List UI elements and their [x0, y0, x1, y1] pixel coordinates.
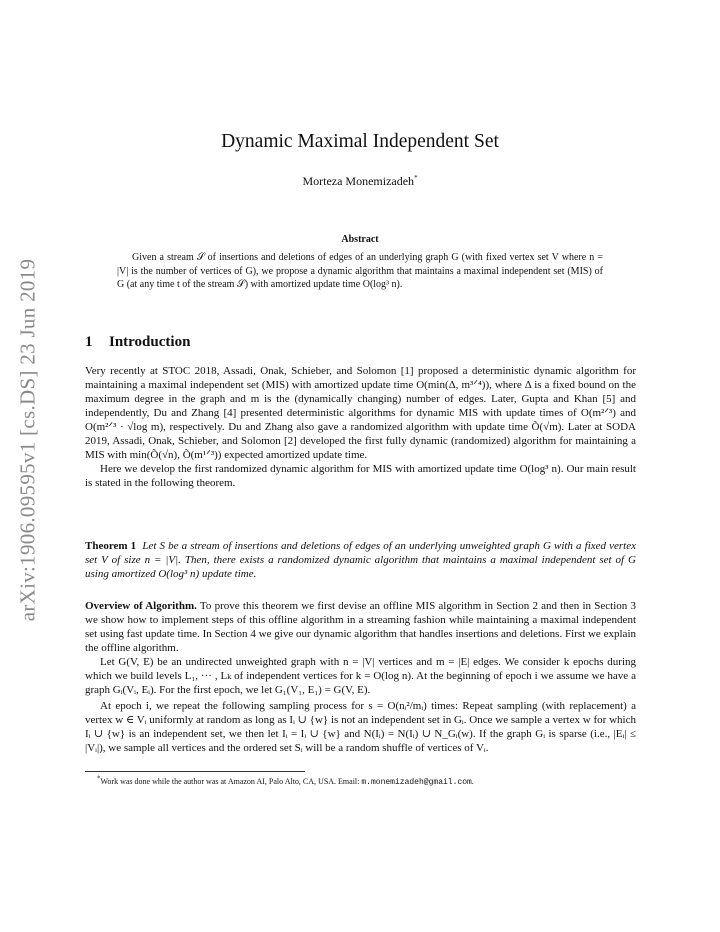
arxiv-watermark — [8, 230, 48, 650]
footnote-end: . — [471, 777, 474, 786]
offline-paragraph-2: At epoch i, we repeat the following sampling process for s = O(nᵢ²/mᵢ) times: Repeat sampling (with replacement) a vertex w ∈ Vᵢ uniformly at random as long as Iᵢ ∪ {w} is not an independent set in Gᵢ. Once we sample a vertex w for which Iᵢ ∪ {w} is an independent set, we then let Iᵢ = Iᵢ ∪ {w} and N(Iᵢ) = N(Iᵢ) ∪ N_Gᵢ(w). If the graph Gᵢ is sparse (i.e., |Eᵢ| ≤ |Vᵢ|), we sample all vertices and the ordered set Sᵢ will be a random shuffle of vertices of Vᵢ. — [85, 700, 636, 754]
author-footnote-mark: * — [414, 174, 418, 182]
author-line — [0, 174, 720, 189]
overview-text: To prove this theorem we first devise an offline MIS algorithm in Section 2 and then in Section 3 we show how to implement steps of this offline algorithm in a streaming fashion while maintaining a maximal independent set using fast update time. In Section 4 we give our dynamic algorithm that handles insertions and deletions. First we explain the offline algorithm. — [85, 600, 636, 654]
theorem-text: Let S be a stream of insertions and deletions of edges of an underlying unweighted graph G with a fixed vertex set V of size n = |V|. Then, there exists a randomized dynamic algorithm that maintains a maximal independent set of G using amortized O(log³ n) update time. — [85, 540, 636, 580]
abstract-text: Given a stream 𝒮 of insertions and deletions of edges of an underlying graph G (with fixed vertex set V where n = |V| is the number of vertices of G), we propose a dynamic algorithm that maintains a maximal independent set (MIS) of G (at any time t of the stream 𝒮) with amortized update time O(log³ n). — [117, 252, 603, 290]
offline-paragraph-1: Let G(V, E) be an undirected unweighted graph with n = |V| vertices and m = |E| edges. We consider k epochs during which we build levels L₁, ··· , Lₖ of independent vertices for k = O(log n). At the beginning of epoch i we assume we have a graph Gᵢ(Vᵢ, Eᵢ). For the first epoch, we let G₁(V₁, E₁) = G(V, E). — [85, 656, 636, 696]
overview-block — [85, 599, 636, 755]
author-name: Morteza Monemizadeh — [302, 174, 415, 188]
section-heading — [85, 334, 190, 351]
intro-block — [85, 364, 636, 490]
abstract-body — [117, 251, 603, 292]
intro-paragraph-1: Very recently at STOC 2018, Assadi, Onak, Schieber, and Solomon [1] proposed a deterministic dynamic algorithm for maintaining a maximal independent set (MIS) with amortized update time O(min(Δ, m³ᐟ⁴)), where Δ is a fixed bound on the maximum degree in the graph and m is the (dynamically changing) number of edges. Later, Gupta and Khan [5] and independently, Du and Zhang [4] presented deterministic algorithms for dynamic MIS with update times of O(m²ᐟ³) and O(m²ᐟ³ · √log m), respectively. Du and Zhang also gave a randomized algorithm with update time Õ(√m). Later at SODA 2019, Assadi, Onak, Schieber, and Solomon [2] developed the first fully dynamic (randomized) algorithm for maintaining a MIS with min(Õ(√n), Õ(m¹ᐟ³)) expected amortized update time. — [85, 365, 636, 461]
footnote-rule — [85, 771, 305, 772]
footnote-text: Work was done while the author was at Amazon AI, Palo Alto, CA, USA. Email: — [100, 777, 360, 786]
arxiv-id: arXiv:1906.09595v1 [cs.DS] 23 Jun 2019 — [15, 258, 40, 622]
paper-title: Dynamic Maximal Independent Set — [221, 131, 499, 152]
section-title: Introduction — [109, 334, 191, 350]
section-number: 1 — [85, 334, 93, 350]
overview-label: Overview of Algorithm. — [85, 600, 197, 612]
intro-paragraph-2: Here we develop the first randomized dynamic algorithm for MIS with amortized update time O(log³ n). Our main result is stated in the following theorem. — [85, 463, 636, 489]
footnote — [97, 774, 474, 787]
theorem-label: Theorem 1 — [85, 540, 137, 552]
footnote-email: m.monemizadeh@gmail.com — [361, 778, 472, 787]
abstract-heading: Abstract — [341, 234, 379, 245]
theorem-block — [85, 539, 636, 581]
footnote-mark: * — [97, 774, 101, 783]
overview-paragraph — [85, 599, 636, 655]
